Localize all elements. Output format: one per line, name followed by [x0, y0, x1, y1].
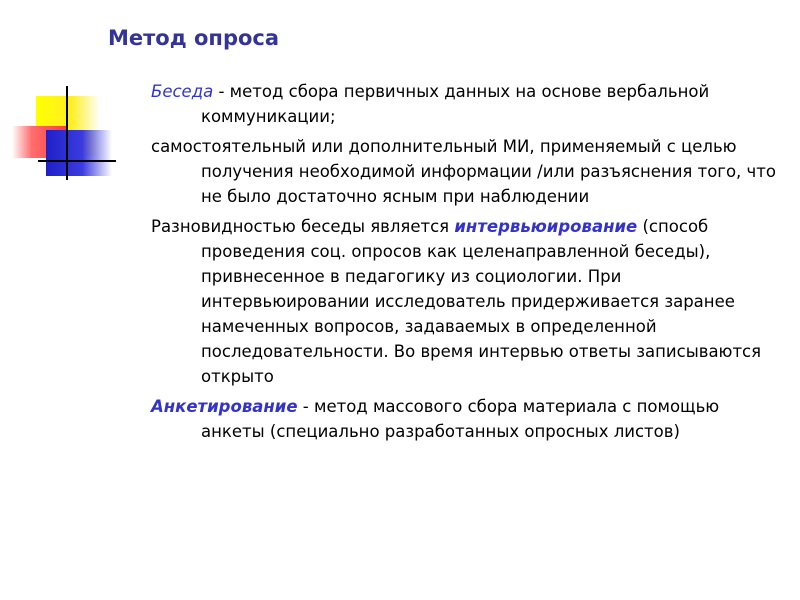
slide-title: Метод опроса — [108, 26, 280, 50]
paragraph-interview — [151, 214, 781, 389]
term-interview: интервьюирование — [454, 217, 638, 236]
paragraph-standalone-method — [151, 134, 781, 209]
paragraph-text: Разновидностью беседы является — [151, 217, 455, 236]
paragraph-text: (способ проведения соц. опросов как целенаправленной беседы), привнесенное в педагогику из социологии. При интервьюировании исследователь придерживается заранее намеченных вопросов, задаваемых в определенной последовательности. Во время интервью ответы записываются открыто — [201, 217, 762, 386]
vertical-line — [66, 86, 68, 180]
paragraph-questionnaire — [151, 394, 781, 444]
term-beseda: Беседа — [151, 82, 214, 101]
blue-square — [46, 130, 112, 176]
slide-content — [151, 79, 781, 449]
paragraph-text: - метод сбора первичных данных на основе вербальной коммуникации; — [201, 82, 710, 126]
paragraph-beseda — [151, 79, 781, 129]
paragraph-text: самостоятельный или дополнительный МИ, применяемый с целью получения необходимой информации /или разъяснения того, что не было достаточно ясным при наблюдении — [151, 137, 777, 206]
paragraph-text: - метод массового сбора материала с помощью анкеты (специально разработанных опросных листов) — [201, 397, 720, 441]
horizontal-line — [38, 160, 116, 162]
term-questionnaire: Анкетирование — [151, 397, 298, 416]
